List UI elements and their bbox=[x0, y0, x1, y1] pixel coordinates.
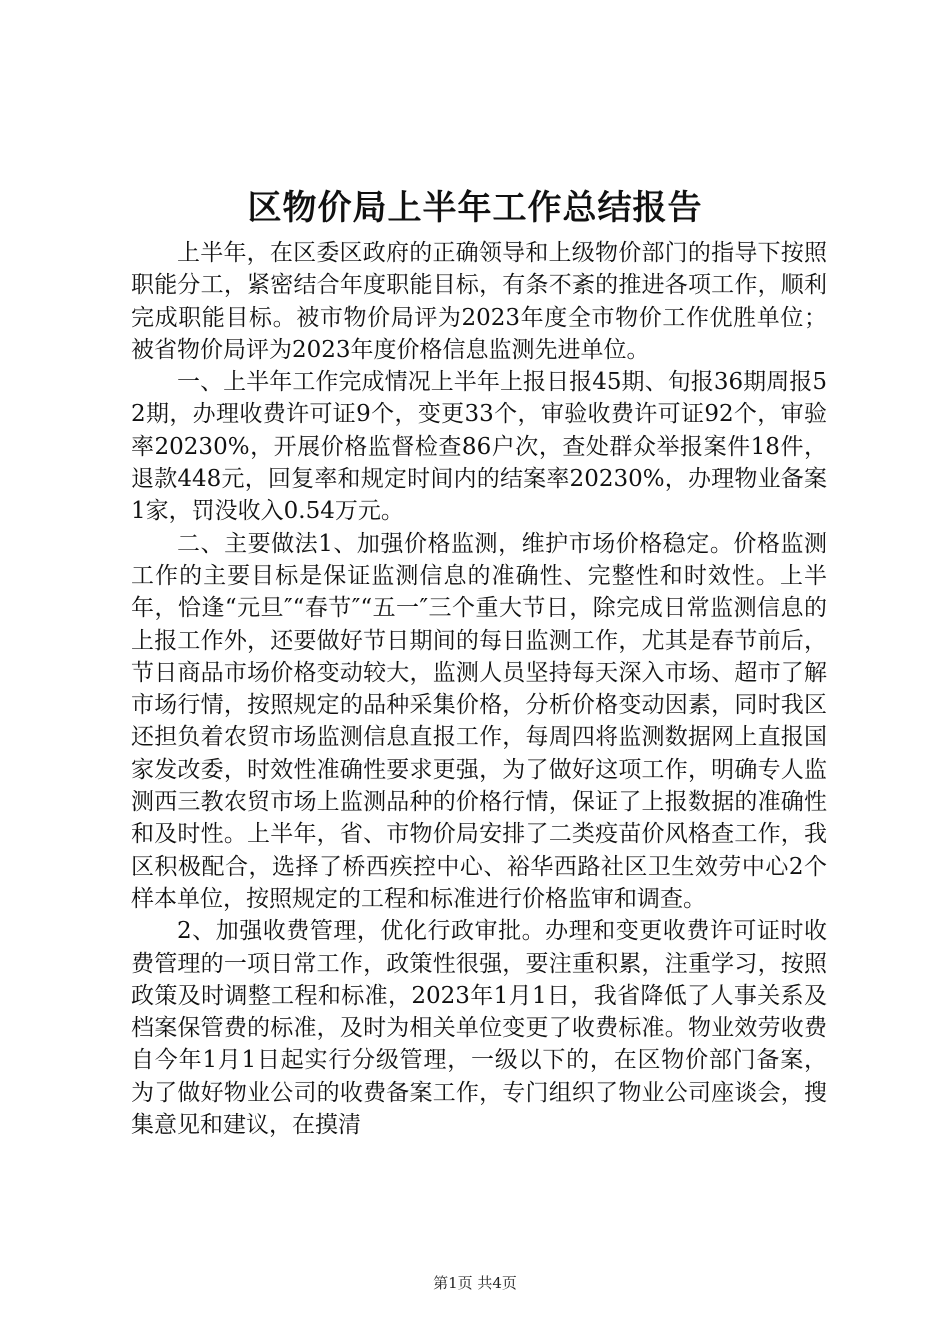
document-title: 区物价局上半年工作总结报告 bbox=[247, 188, 703, 228]
paragraph-section-2: 二、主要做法1、加强价格监测，维护市场价格稳定。价格监测工作的主要目标是保证监测信息的准确性、完整性和时效性。上半年，恰逢“元旦″“春节″“五一″三个重大节日，除完成日常监测信息的上报工作外，还要做好节日期间的每日监测工作，尤其是春节前后，节日商品市场价格变动较大，监测人员坚持每天深入市场、超市了解市场行情，按照规定的品种采集价格，分析价格变动因素，同时我区还担负着农贸市场监测信息直报工作，每周四将监测数据网上直报国家发改委，时效性准确性要求更强，为了做好这项工作，明确专人监测西三教农贸市场上监测品种的价格行情，保证了上报数据的准确性和及时性。上半年，省、市物价局安排了二类疫苗价风格查工作，我区积极配合，选择了桥西疾控中心、裕华西路社区卫生效劳中心2个样本单位，按照规定的工程和标准进行价格监审和调查。 bbox=[131, 530, 827, 912]
page-footer: 第1页 共4页 bbox=[433, 1274, 517, 1292]
document-body bbox=[131, 237, 827, 1141]
paragraph-section-1: 一、上半年工作完成情况上半年上报日报45期、旬报36期周报52期，办理收费许可证9个，变更33个，审验收费许可证92个，审验率20230%，开展价格监督检查86户次，查处群众举报案件18件，退款448元，回复率和规定时间内的结案率20230%，办理物业备案1家，罚没收入0.54万元。 bbox=[131, 369, 827, 525]
paragraph-intro: 上半年，在区委区政府的正确领导和上级物价部门的指导下按照职能分工，紧密结合年度职能目标，有条不紊的推进各项工作，顺利完成职能目标。被市物价局评为2023年度全市物价工作优胜单位；被省物价局评为2023年度价格信息监测先进单位。 bbox=[131, 240, 827, 363]
paragraph-section-2-item-2: 2、加强收费管理，优化行政审批。办理和变更收费许可证时收费管理的一项日常工作，政策性很强，要注重积累，注重学习，按照政策及时调整工程和标准，2023年1月1日，我省降低了人事关系及档案保管费的标准，及时为相关单位变更了收费标准。物业效劳收费自今年1月1日起实行分级管理，一级以下的，在区物价部门备案，为了做好物业公司的收费备案工作，专门组织了物业公司座谈会，搜集意见和建议，在摸清 bbox=[131, 918, 827, 1139]
